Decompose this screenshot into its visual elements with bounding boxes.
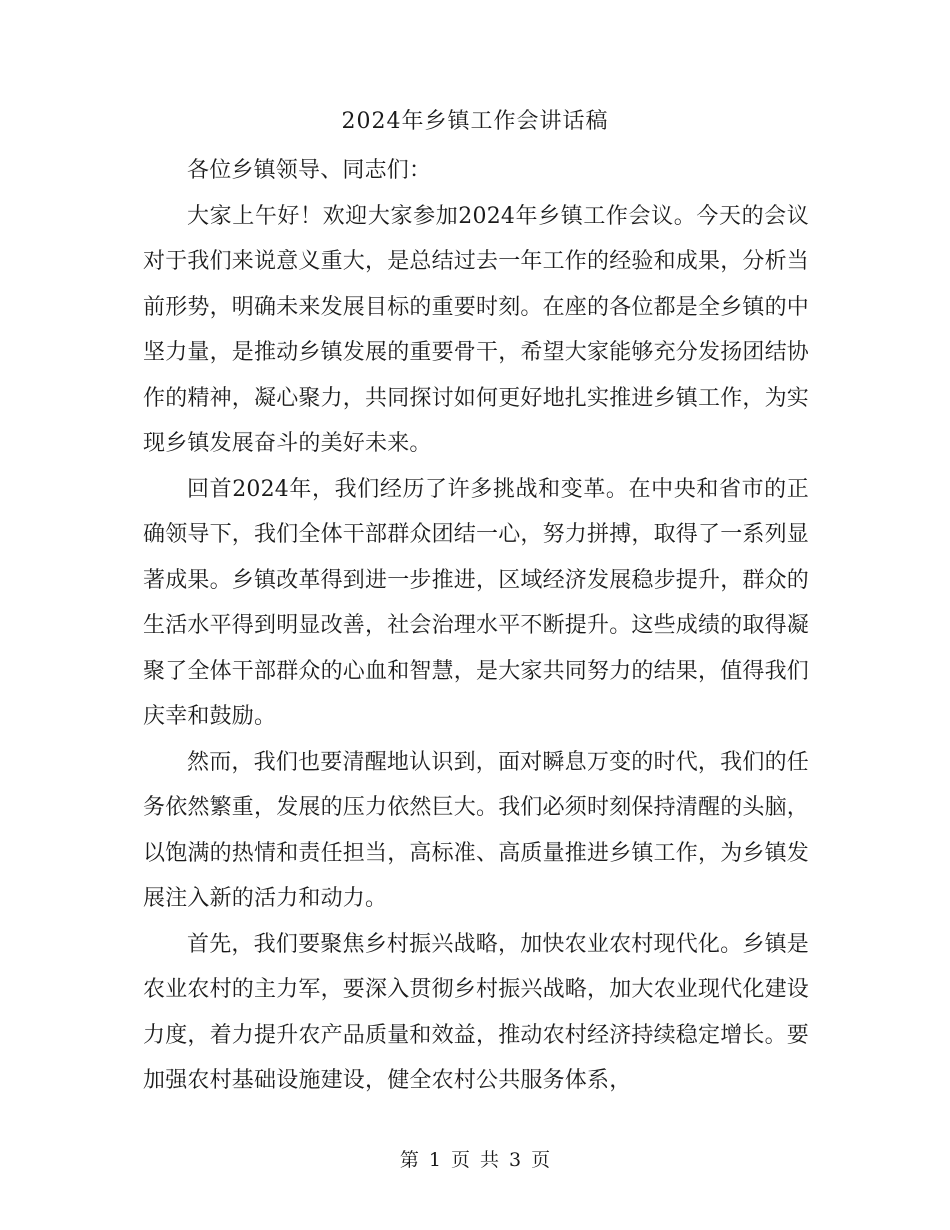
paragraph-3: 然而，我们也要清醒地认识到，面对瞬息万变的时代，我们的任务依然繁重，发展的压力依然巨大。我们必须时刻保持清醒的头脑，以饱满的热情和责任担当，高标准、高质量推进乡镇工作，为乡镇发展注入新的活力和动力。 (143, 749, 810, 911)
page-number-footer: 第 1 页 共 3 页 (399, 1149, 551, 1171)
page-title: 2024年乡镇工作会讲话稿 (341, 109, 609, 134)
document-body (143, 148, 809, 1104)
paragraph-4: 首先，我们要聚焦乡村振兴战略，加快农业农村现代化。乡镇是农业农村的主力军，要深入贯彻乡村振兴战略，加大农业现代化建设力度，着力提升农产品质量和效益，推动农村经济持续稳定增长。要加强农村基础设施建设，健全农村公共服务体系， (143, 931, 810, 1093)
paragraph-1: 大家上午好！欢迎大家参加2024年乡镇工作会议。今天的会议对于我们来说意义重大，是总结过去一年工作的经验和成果，分析当前形势，明确未来发展目标的重要时刻。在座的各位都是全乡镇的中坚力量，是推动乡镇发展的重要骨干，希望大家能够充分发扬团结协作的精神，凝心聚力，共同探讨如何更好地扎实推进乡镇工作，为实现乡镇发展奋斗的美好未来。 (143, 203, 810, 456)
greeting-line: 各位乡镇领导、同志们： (187, 158, 432, 183)
paragraph-2: 回首2024年，我们经历了许多挑战和变革。在中央和省市的正确领导下，我们全体干部群众团结一心，努力拼搏，取得了一系列显著成果。乡镇改革得到进一步推进，区域经济发展稳步提升，群众的生活水平得到明显改善，社会治理水平不断提升。这些成绩的取得凝聚了全体干部群众的心血和智慧，是大家共同努力的结果，值得我们庆幸和鼓励。 (143, 476, 810, 729)
